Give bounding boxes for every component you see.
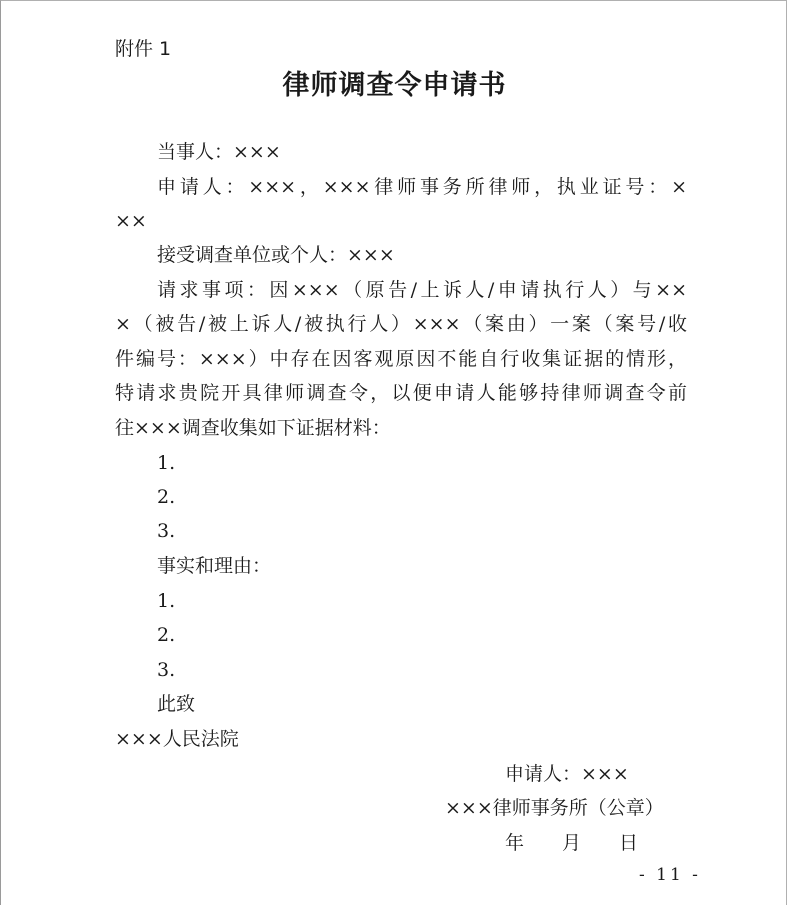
court-name: ×××人民法院 — [115, 728, 239, 750]
signature-firm-seal: ×××律师事务所（公章） — [445, 797, 664, 819]
request-line-3: 件编号：×××）中存在因客观原因不能自行收集证据的情形， — [115, 348, 687, 370]
request-line-2: ×（被告/被上诉人/被执行人）×××（案由）一案（案号/收 — [115, 313, 687, 335]
attachment-label: 附件 1 — [115, 38, 172, 60]
request-line-4: 特请求贵院开具律师调查令，以便申请人能够持律师调查令前 — [115, 382, 687, 404]
applicant-line-1: 申请人：×××，×××律师事务所律师，执业证号：× — [157, 176, 687, 198]
facts-item-3: 3. — [157, 659, 176, 681]
signature-applicant: 申请人：××× — [505, 763, 629, 785]
facts-item-1: 1. — [157, 590, 176, 612]
evidence-item-3: 3. — [157, 520, 176, 542]
request-line-5: 往×××调查收集如下证据材料： — [115, 417, 391, 439]
signature-date: 年 月 日 — [505, 832, 639, 854]
recipient-line: 接受调查单位或个人：××× — [157, 244, 395, 266]
page-number: - 11 - — [639, 865, 701, 885]
evidence-item-2: 2. — [157, 486, 176, 508]
request-line-1: 请求事项：因×××（原告/上诉人/申请执行人）与×× — [157, 279, 687, 301]
party-line: 当事人：××× — [157, 141, 281, 163]
facts-item-2: 2. — [157, 624, 176, 646]
document-title: 律师调查令申请书 — [282, 70, 507, 101]
facts-heading: 事实和理由： — [157, 555, 272, 577]
salutation: 此致 — [157, 693, 196, 715]
evidence-item-1: 1. — [157, 452, 176, 474]
applicant-line-2: ×× — [115, 210, 147, 232]
